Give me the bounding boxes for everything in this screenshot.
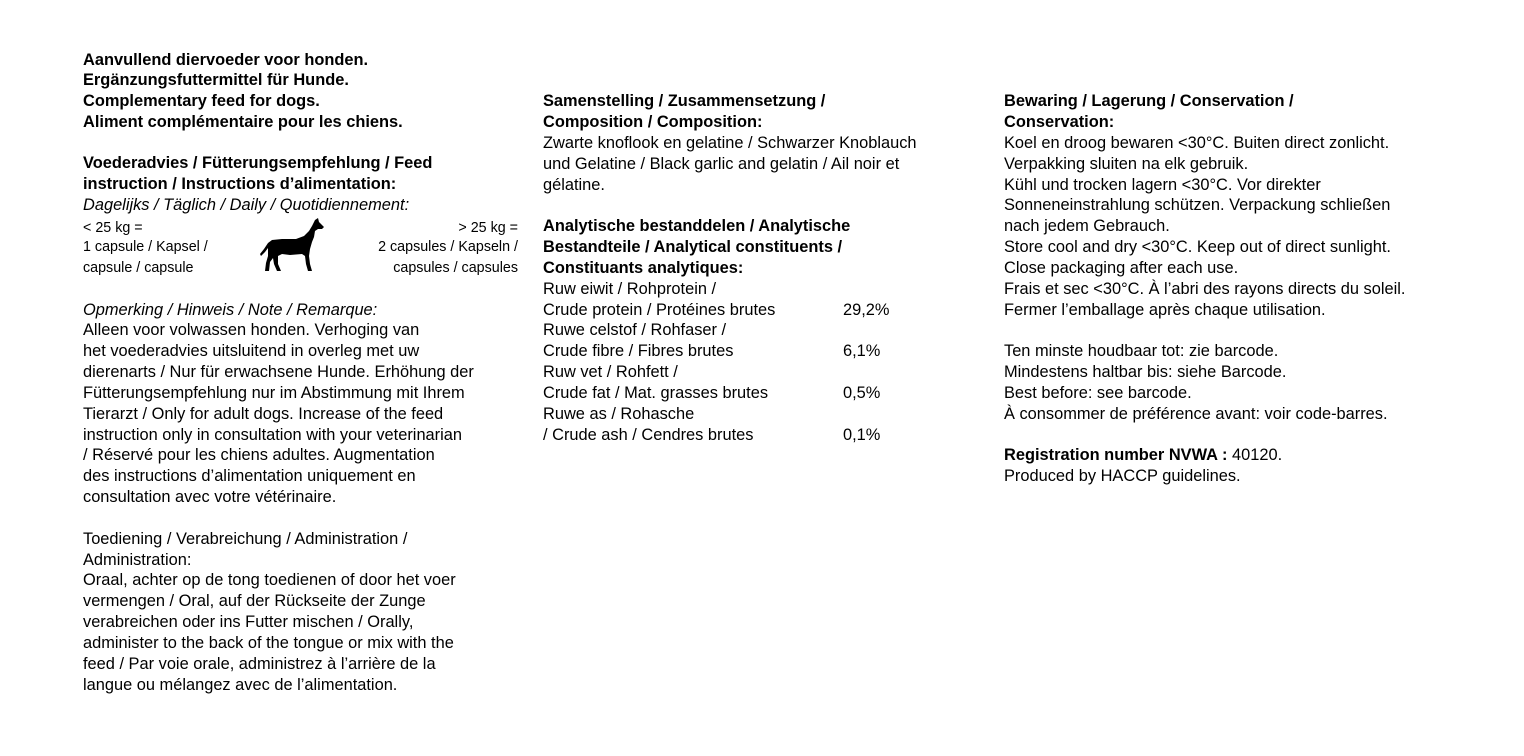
storage-line: Store cool and dry <30°C. Keep out of direct sunlight. — [1004, 238, 1391, 256]
best-before-line: Ten minste houdbaar tot: zie barcode. — [1004, 342, 1279, 360]
constituent-protein-line-1: Ruw eiwit / Rohprotein / — [543, 280, 717, 298]
note-line: instruction only in consultation with your veterinarian — [83, 426, 463, 444]
admin-line: verabreichen oder ins Futter mischen / Orally, — [83, 613, 414, 631]
admin-heading-line-1: Toediening / Verabreichung / Administration / — [83, 530, 408, 548]
storage-line: Close packaging after each use. — [1004, 259, 1239, 277]
storage-line: nach jedem Gebrauch. — [1004, 217, 1170, 235]
storage-line: Koel en droog bewaren <30°C. Buiten direct zonlicht. — [1004, 134, 1390, 152]
note-line: Fütterungsempfehlung nur im Abstimmung mit Ihrem — [83, 384, 465, 402]
composition-heading-line-2: Composition / Composition: — [543, 113, 763, 131]
constituent-ash-line-2: / Crude ash / Cendres brutes — [543, 426, 754, 444]
dog-silhouette-icon — [260, 218, 326, 274]
under-25kg-dose: 1 capsule / Kapsel / — [83, 239, 208, 255]
storage-line: Verpakking sluiten na elk gebruik. — [1004, 155, 1249, 173]
under-25kg-label: < 25 kg = — [83, 220, 143, 236]
note-line: / Réservé pour les chiens adultes. Augmentation — [83, 446, 435, 464]
constituent-fat-value: 0,5% — [843, 384, 881, 402]
constituent-protein-line-2: Crude protein / Protéines brutes — [543, 301, 776, 319]
note-line: des instructions d’alimentation uniquement en — [83, 467, 416, 485]
best-before-line: À consommer de préférence avant: voir code-barres. — [1004, 405, 1388, 423]
note-line: het voederadvies uitsluitend in overleg met uw — [83, 342, 420, 360]
title-line-nl: Aanvullend diervoeder voor honden. — [83, 51, 369, 69]
analytic-heading-line-2: Bestandteile / Analytical constituents / — [543, 238, 843, 256]
under-25kg-dose-fr: capsule / capsule — [83, 260, 194, 276]
admin-line: vermengen / Oral, auf der Rückseite der Zunge — [83, 592, 426, 610]
analytic-heading-line-3: Constituants analytiques: — [543, 259, 744, 277]
best-before-line: Mindestens haltbar bis: siehe Barcode. — [1004, 363, 1287, 381]
registration-line — [1004, 445, 1282, 466]
composition-line: Zwarte knoflook en gelatine / Schwarzer Knoblauch — [543, 134, 917, 152]
admin-line: Oraal, achter op de tong toedienen of door het voer — [83, 571, 456, 589]
note-line: consultation avec votre vétérinaire. — [83, 488, 337, 506]
constituent-protein-value: 29,2% — [843, 301, 890, 319]
constituent-fibre-line-2: Crude fibre / Fibres brutes — [543, 342, 734, 360]
registration-label: Registration number NVWA : — [1004, 446, 1228, 464]
storage-line: Fermer l’emballage après chaque utilisation. — [1004, 301, 1326, 319]
constituent-ash-value: 0,1% — [843, 426, 881, 444]
composition-line: und Gelatine / Black garlic and gelatin / Ail noir et — [543, 155, 900, 173]
over-25kg-dose-fr: capsules / capsules — [393, 260, 518, 276]
over-25kg-dose: 2 capsules / Kapseln / — [378, 239, 518, 255]
note-line: dierenarts / Nur für erwachsene Hunde. Erhöhung der — [83, 363, 474, 381]
title-line-de: Ergänzungsfuttermittel für Hunde. — [83, 71, 349, 89]
composition-heading-line-1: Samenstelling / Zusammensetzung / — [543, 92, 826, 110]
storage-line: Kühl und trocken lagern <30°C. Vor direkter — [1004, 176, 1321, 194]
admin-line: feed / Par voie orale, administrez à l’arrière de la — [83, 655, 436, 673]
constituent-ash-line-1: Ruwe as / Rohasche — [543, 405, 695, 423]
daily-label: Dagelijks / Täglich / Daily / Quotidiennement: — [83, 196, 410, 214]
analytic-heading-line-1: Analytische bestanddelen / Analytische — [543, 217, 851, 235]
storage-line: Frais et sec <30°C. À l’abri des rayons directs du soleil. — [1004, 280, 1406, 298]
admin-line: langue ou mélangez avec de l’alimentation. — [83, 676, 398, 694]
constituent-fibre-value: 6,1% — [843, 342, 881, 360]
admin-heading-line-2: Administration: — [83, 551, 192, 569]
note-line: Tierarzt / Only for adult dogs. Increase of the feed — [83, 405, 444, 423]
constituent-fat-line-2: Crude fat / Mat. grasses brutes — [543, 384, 769, 402]
feeding-heading-line-2: instruction / Instructions d’alimentation: — [83, 175, 397, 193]
storage-heading-line-1: Bewaring / Lagerung / Conservation / — [1004, 92, 1294, 110]
storage-heading-line-2: Conservation: — [1004, 113, 1115, 131]
registration-value: 40120. — [1231, 446, 1283, 464]
feeding-heading-line-1: Voederadvies / Fütterungsempfehlung / Feed — [83, 154, 433, 172]
note-heading: Opmerking / Hinweis / Note / Remarque: — [83, 301, 378, 319]
admin-line: administer to the back of the tongue or mix with the — [83, 634, 454, 652]
constituent-fibre-line-1: Ruwe celstof / Rohfaser / — [543, 321, 727, 339]
constituent-fat-line-1: Ruw vet / Rohfett / — [543, 363, 678, 381]
produced-by-line: Produced by HACCP guidelines. — [1004, 467, 1241, 485]
composition-line: gélatine. — [543, 176, 605, 194]
note-line: Alleen voor volwassen honden. Verhoging van — [83, 321, 420, 339]
storage-line: Sonneneinstrahlung schützen. Verpackung schließen — [1004, 196, 1391, 214]
title-line-fr: Aliment complémentaire pour les chiens. — [83, 113, 403, 131]
title-line-en: Complementary feed for dogs. — [83, 92, 320, 110]
best-before-line: Best before: see barcode. — [1004, 384, 1192, 402]
over-25kg-label: > 25 kg = — [458, 220, 518, 236]
